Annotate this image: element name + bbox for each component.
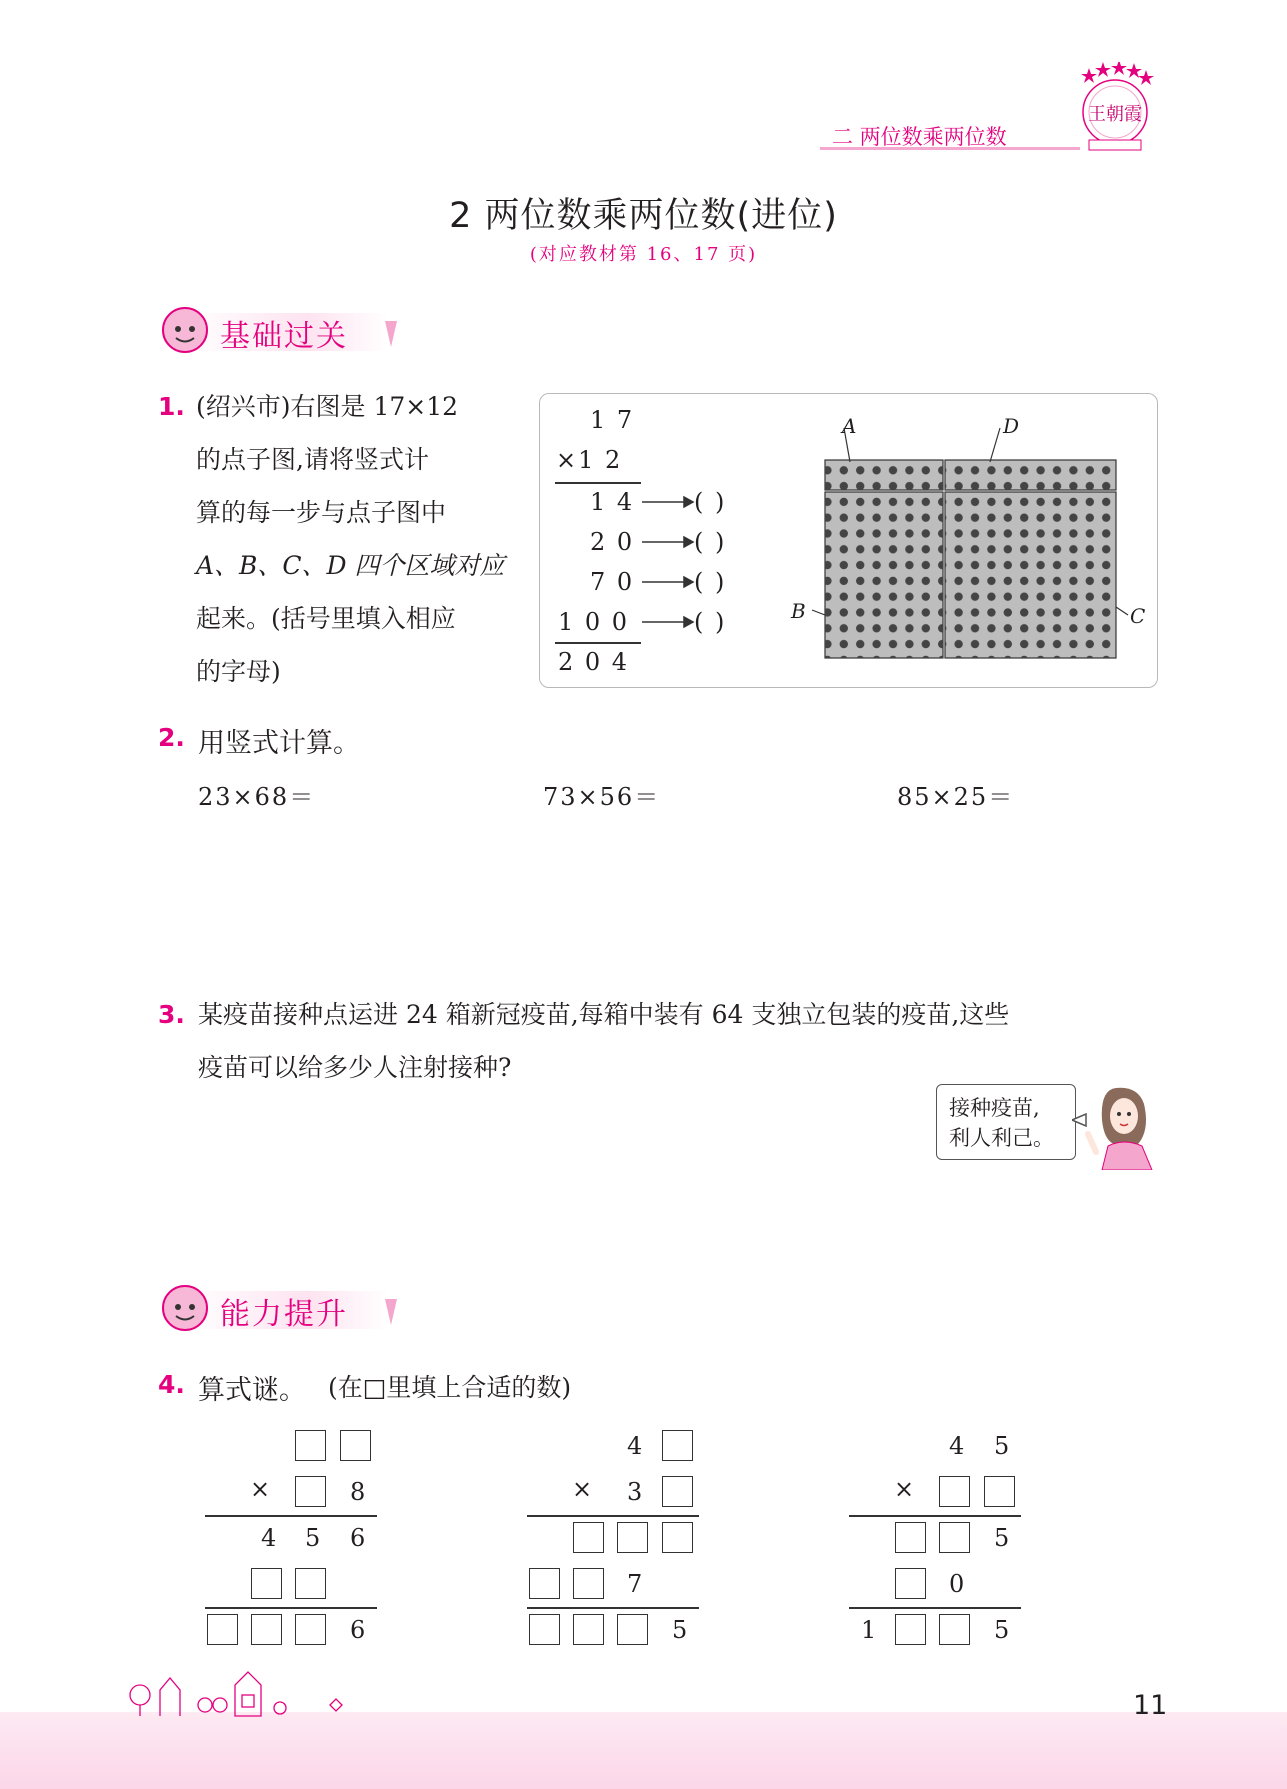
digit-box[interactable] xyxy=(295,1568,326,1599)
digit-box[interactable] xyxy=(295,1430,326,1461)
page-number: 11 xyxy=(1133,1690,1168,1721)
partial-20: 2 0 xyxy=(590,528,635,556)
expr-3: 85×25＝ xyxy=(897,783,1015,811)
chapter-heading: 二 两位数乘两位数 xyxy=(832,125,1007,149)
digit-box[interactable] xyxy=(662,1476,693,1507)
page-title: 2 两位数乘两位数(进位) xyxy=(449,196,838,236)
calc-operand-2: ×1 2 xyxy=(556,446,623,474)
digit: 5 xyxy=(994,1432,1012,1460)
calc-line-2 xyxy=(555,642,641,644)
digit-box[interactable] xyxy=(662,1430,693,1461)
question-2-text: 用竖式计算。 xyxy=(198,728,360,759)
answer-blank-4[interactable]: ( ) xyxy=(694,608,727,636)
digit-box[interactable] xyxy=(573,1614,604,1645)
svg-text:王朝霞: 王朝霞 xyxy=(1088,104,1142,125)
digit-box[interactable] xyxy=(529,1568,560,1599)
digit-box[interactable] xyxy=(251,1568,282,1599)
digit-box[interactable] xyxy=(207,1614,238,1645)
digit-box[interactable] xyxy=(573,1522,604,1553)
town-illustration-icon xyxy=(120,1650,420,1720)
digit: 5 xyxy=(672,1616,690,1644)
page-subtitle: (对应教材第 16、17 页) xyxy=(529,244,758,265)
digit: 4 xyxy=(949,1432,967,1460)
digit-box[interactable] xyxy=(529,1614,560,1645)
digit: 5 xyxy=(994,1524,1012,1552)
cartoon-girl-icon xyxy=(158,1283,212,1333)
partial-14: 1 4 xyxy=(590,488,635,516)
digit: 8 xyxy=(350,1478,368,1506)
question-4-note: (在□里填上合适的数) xyxy=(328,1373,572,1402)
times-sign: × xyxy=(250,1475,273,1503)
expr-1: 23×68＝ xyxy=(198,783,316,811)
digit-box[interactable] xyxy=(295,1476,326,1507)
label-C: C xyxy=(1130,604,1146,628)
teacher-icon xyxy=(1072,1080,1164,1170)
question-number: 3. xyxy=(158,1000,185,1029)
question-4-title: 算式谜。 xyxy=(198,1375,306,1406)
digit: 1 xyxy=(861,1616,879,1644)
times-sign: × xyxy=(572,1475,595,1503)
question-3-text: 某疫苗接种点运进 24 箱新冠疫苗,每箱中装有 64 支独立包装的疫苗,这些 疫苗可以给多少人注射接种? xyxy=(198,1000,1010,1082)
section-advanced xyxy=(158,1283,418,1333)
digit-box[interactable] xyxy=(251,1614,282,1645)
answer-blank-3[interactable]: ( ) xyxy=(694,568,727,596)
section-title: 能力提升 xyxy=(220,1297,348,1332)
calc-result: 2 0 4 xyxy=(558,648,630,676)
label-A: A xyxy=(842,415,857,438)
label-B: B xyxy=(791,599,806,623)
banner-tail-icon xyxy=(383,1297,403,1327)
digit: 6 xyxy=(350,1616,368,1644)
digit-box[interactable] xyxy=(895,1614,926,1645)
brand-logo xyxy=(1075,62,1155,152)
digit: 5 xyxy=(994,1616,1012,1644)
calc-operand-1: 1 7 xyxy=(590,406,635,434)
times-sign: × xyxy=(894,1475,917,1503)
puzzle-1 xyxy=(205,1430,380,1650)
section-title: 基础过关 xyxy=(220,319,348,354)
question-number: 2. xyxy=(158,723,185,752)
dot-diagram xyxy=(770,415,1150,675)
question-1-text: (绍兴市)右图是 17×12 的点子图,请将竖式计 算的每一步与点子图中 A、B、C、D 四个区域对应 起来。(括号里填入相应 的字母) xyxy=(196,392,505,686)
partial-70: 7 0 xyxy=(590,568,635,596)
digit: 6 xyxy=(350,1524,368,1552)
digit-box[interactable] xyxy=(984,1476,1015,1507)
digit: 3 xyxy=(627,1478,645,1506)
expr-2: 73×56＝ xyxy=(543,783,661,811)
digit: 4 xyxy=(261,1524,279,1552)
banner-tail-icon xyxy=(383,319,403,349)
digit-box[interactable] xyxy=(573,1568,604,1599)
digit-box[interactable] xyxy=(939,1614,970,1645)
digit-box[interactable] xyxy=(939,1522,970,1553)
digit-box[interactable] xyxy=(617,1522,648,1553)
digit-box[interactable] xyxy=(295,1614,326,1645)
section-basic xyxy=(158,305,418,355)
arrows xyxy=(640,490,695,640)
digit-box[interactable] xyxy=(895,1522,926,1553)
partial-100: 1 0 0 xyxy=(558,608,630,636)
label-D: D xyxy=(1003,415,1020,438)
digit-box[interactable] xyxy=(895,1568,926,1599)
puzzle-3 xyxy=(849,1430,1024,1650)
digit: 5 xyxy=(305,1524,323,1552)
digit: 4 xyxy=(627,1432,645,1460)
speech-bubble: 接种疫苗, 利人利己。 xyxy=(936,1084,1076,1160)
digit-box[interactable] xyxy=(939,1476,970,1507)
question-number: 4. xyxy=(158,1370,185,1399)
digit-box[interactable] xyxy=(662,1522,693,1553)
digit: 7 xyxy=(627,1570,645,1598)
digit-box[interactable] xyxy=(617,1614,648,1645)
puzzle-2 xyxy=(527,1430,702,1650)
question-number: 1. xyxy=(158,392,185,421)
footer-band xyxy=(0,1712,1287,1789)
digit: 0 xyxy=(949,1570,967,1598)
answer-blank-2[interactable]: ( ) xyxy=(694,528,727,556)
digit-box[interactable] xyxy=(340,1430,371,1461)
answer-blank-1[interactable]: ( ) xyxy=(694,488,727,516)
cartoon-boy-icon xyxy=(158,305,212,355)
calc-line-1 xyxy=(555,482,641,484)
